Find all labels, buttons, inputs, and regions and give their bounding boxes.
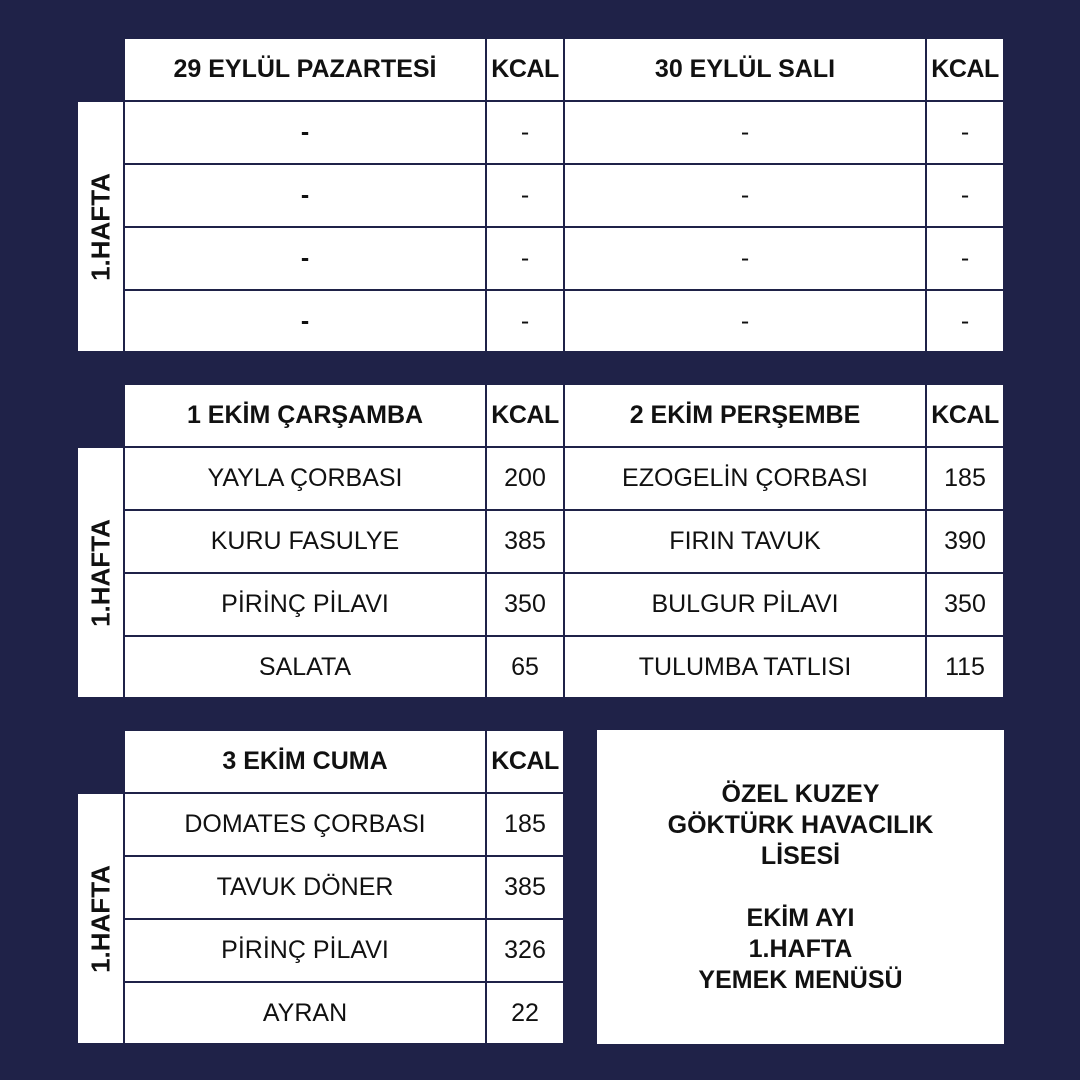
week-label-cell <box>77 101 124 352</box>
menu-item: PİRİNÇ PİLAVI <box>124 573 486 636</box>
menu-item: - <box>124 290 486 352</box>
kcal-header: KCAL <box>926 384 1004 447</box>
day-header-thursday: 2 EKİM PERŞEMBE <box>564 384 926 447</box>
menu-item-kcal: 185 <box>926 447 1004 510</box>
menu-item-kcal: 185 <box>486 793 564 856</box>
menu-item: - <box>124 164 486 227</box>
menu-item: - <box>564 164 926 227</box>
menu-item: PİRİNÇ PİLAVI <box>124 919 486 982</box>
week-label: 1.HAFTA <box>85 172 115 281</box>
menu-title-line: EKİM AYI <box>746 903 855 932</box>
menu-title-line: YEMEK MENÜSÜ <box>698 965 903 994</box>
day-header-tuesday: 30 EYLÜL SALI <box>564 38 926 101</box>
kcal-header: KCAL <box>486 38 564 101</box>
menu-item: - <box>564 101 926 164</box>
menu-item: YAYLA ÇORBASI <box>124 447 486 510</box>
menu-item-kcal: - <box>926 101 1004 164</box>
school-name-line: LİSESİ <box>760 841 841 870</box>
week-label-cell <box>77 793 124 1044</box>
menu-item-kcal: 65 <box>486 636 564 698</box>
menu-item: KURU FASULYE <box>124 510 486 573</box>
menu-item-kcal: 200 <box>486 447 564 510</box>
school-name-line: GÖKTÜRK HAVACILIK <box>667 810 934 839</box>
menu-item-kcal: 350 <box>486 573 564 636</box>
kcal-header: KCAL <box>926 38 1004 101</box>
menu-item: DOMATES ÇORBASI <box>124 793 486 856</box>
week-label-cell <box>77 447 124 698</box>
menu-item-kcal: 350 <box>926 573 1004 636</box>
menu-item: SALATA <box>124 636 486 698</box>
menu-item: - <box>564 227 926 290</box>
menu-title-line: 1.HAFTA <box>748 934 853 963</box>
menu-item-kcal: - <box>926 164 1004 227</box>
menu-item-kcal: 22 <box>486 982 564 1044</box>
week-label: 1.HAFTA <box>85 518 115 627</box>
menu-item: AYRAN <box>124 982 486 1044</box>
menu-item-kcal: 115 <box>926 636 1004 698</box>
menu-item: TULUMBA TATLISI <box>564 636 926 698</box>
school-name-line: ÖZEL KUZEY <box>721 779 880 808</box>
menu-item: TAVUK DÖNER <box>124 856 486 919</box>
menu-item: - <box>124 101 486 164</box>
kcal-header: KCAL <box>486 384 564 447</box>
info-box <box>597 730 1004 1044</box>
menu-item-kcal: 326 <box>486 919 564 982</box>
menu-item-kcal: - <box>486 290 564 352</box>
menu-item: BULGUR PİLAVI <box>564 573 926 636</box>
menu-item: - <box>124 227 486 290</box>
menu-item-kcal: 385 <box>486 856 564 919</box>
menu-item-kcal: - <box>486 101 564 164</box>
menu-item-kcal: 385 <box>486 510 564 573</box>
menu-item-kcal: - <box>926 227 1004 290</box>
day-header-wednesday: 1 EKİM ÇARŞAMBA <box>124 384 486 447</box>
week-label: 1.HAFTA <box>85 864 115 973</box>
kcal-header: KCAL <box>486 730 564 793</box>
menu-item-kcal: - <box>486 164 564 227</box>
day-header-friday: 3 EKİM CUMA <box>124 730 486 793</box>
menu-item-kcal: - <box>486 227 564 290</box>
menu-item: - <box>564 290 926 352</box>
menu-item-kcal: 390 <box>926 510 1004 573</box>
day-header-monday: 29 EYLÜL PAZARTESİ <box>124 38 486 101</box>
menu-item: EZOGELİN ÇORBASI <box>564 447 926 510</box>
menu-item-kcal: - <box>926 290 1004 352</box>
menu-item: FIRIN TAVUK <box>564 510 926 573</box>
